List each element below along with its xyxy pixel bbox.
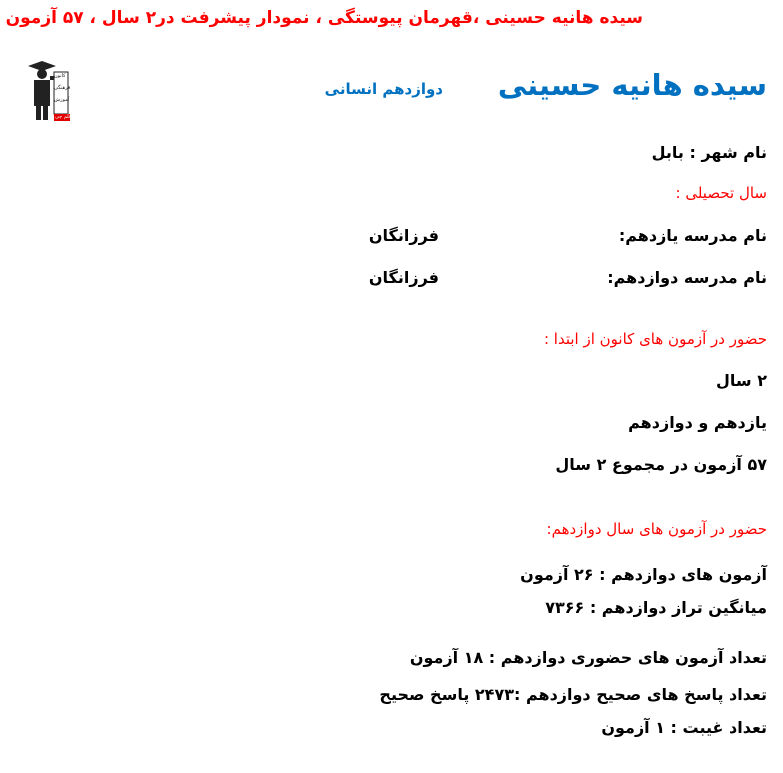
school-12-label: نام مدرسه دوازدهم: (607, 268, 767, 287)
kanoon-logo (24, 58, 72, 122)
history-heading: حضور در آزمون های کانون از ابتدا : (543, 330, 767, 348)
history-total: ۵۷ آزمون در مجموع ۲ سال (555, 455, 767, 474)
school-12-value: فرزانگان (368, 268, 439, 287)
grade12-correct: تعداد پاسخ های صحیح دوازدهم :۲۴۷۳ پاسخ صحیح (379, 685, 767, 704)
grade12-in-person: تعداد آزمون های حضوری دوازدهم : ۱۸ آزمون (409, 648, 767, 667)
page-header-title: سیده هانیه حسینی ،قهرمان پیوستگی ، نمودار پیشرفت در۲ سال ، ۵۷ آزمون (5, 8, 643, 28)
grade12-heading: حضور در آزمون های سال دوازدهم: (546, 520, 767, 538)
logo-text-2: فرهنگی (54, 85, 71, 91)
logo-text-3: آموزش (54, 97, 70, 103)
school-11-value: فرزانگان (368, 226, 439, 245)
logo-text-1: کانون (54, 73, 66, 79)
grade12-exams: آزمون های دوازدهم : ۲۶ آزمون (520, 565, 767, 584)
city: نام شهر : بابل (651, 143, 767, 162)
education-heading: سال تحصیلی : (675, 184, 767, 202)
grade12-avg-score: میانگین تراز دوازدهم : ۷۳۶۶ (545, 598, 767, 617)
history-years: ۲ سال (716, 371, 767, 390)
history-grades: یازدهم و دوازدهم (628, 413, 767, 432)
grade12-absent: تعداد غیبت : ۱ آزمون (601, 718, 767, 737)
school-11-label: نام مدرسه یازدهم: (618, 226, 767, 245)
logo-badge-text: قلم چی (55, 114, 72, 120)
student-grade: دوازدهم انسانی (324, 80, 443, 98)
student-name: سیده هانیه حسینی (497, 68, 767, 102)
